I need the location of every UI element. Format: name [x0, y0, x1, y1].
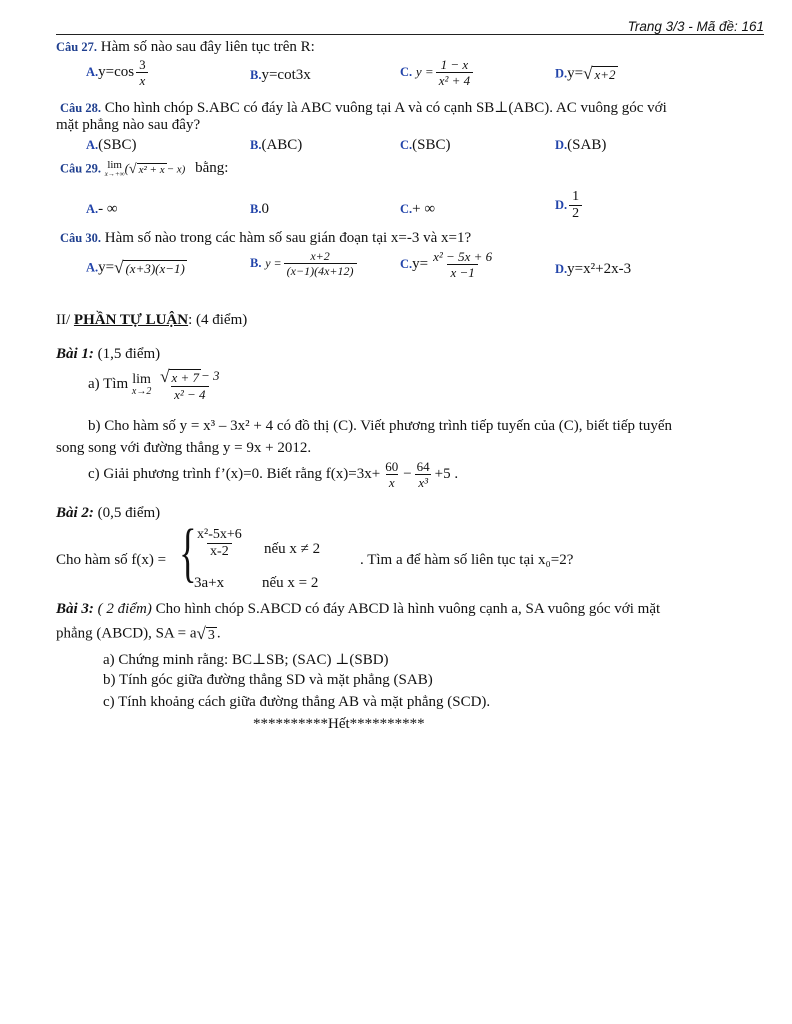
square-root: √ x+2: [583, 64, 616, 83]
option-text: y =: [415, 64, 434, 80]
line2-prefix: phẳng (ABCD), SA = a: [56, 625, 197, 642]
denominator: x-2: [207, 543, 232, 560]
exercise-title: Bài 1:: [56, 346, 94, 362]
option-label: B.: [250, 138, 262, 152]
exercise-points: (0,5 điểm): [97, 505, 161, 521]
option-30-b: [250, 250, 359, 277]
question-30: [60, 230, 471, 247]
option-text: y =: [265, 256, 282, 271]
option-label: A.: [86, 138, 99, 152]
option-28-a: [86, 137, 137, 154]
case-1-fraction: [192, 528, 247, 559]
square-root: √ x² + x: [128, 161, 165, 177]
fraction: [136, 58, 149, 87]
option-text: y=x²+2x-3: [567, 261, 632, 277]
fraction-60-x: [382, 460, 401, 489]
exercise-points: ( 2 điểm): [97, 601, 152, 617]
option-label: C.: [400, 65, 413, 80]
option-30-a: [86, 258, 187, 278]
fraction: [436, 58, 473, 87]
option-text: (SBC): [98, 137, 137, 153]
fraction: [569, 190, 582, 221]
square-root: √ (x+3)(x−1): [114, 258, 185, 277]
limit-word: lim: [132, 371, 151, 387]
option-29-b: [250, 201, 269, 218]
question-number: Câu 27.: [56, 40, 97, 54]
bai-3-a: a) Chứng minh rằng: BC⊥SB; (SAC) ⊥(SBD): [103, 652, 389, 668]
question-text-line1: Cho hình chóp S.ABC có đáy là ABC vuông tại A và có cạnh SB⊥(ABC). AC vuông góc với: [104, 100, 667, 116]
question-number: Câu 29.: [60, 161, 101, 176]
numerator: x+2: [310, 249, 330, 263]
bai-1-b-line1: b) Cho hàm số y = x³ – 3x² + 4 có đồ thị (C). Viết phương trình tiếp tuyến của (C), biết tiếp tuyến: [88, 418, 673, 434]
option-label: B.: [250, 256, 262, 271]
limit: [132, 373, 151, 397]
bai-2-question: . Tìm a để hàm số liên tục tại x₀=2?: [360, 552, 574, 568]
numerator: 3: [139, 57, 146, 72]
fraction: [194, 528, 245, 559]
option-30-d: [555, 261, 631, 278]
option-text: + ∞: [412, 201, 436, 217]
limit: [105, 160, 125, 178]
option-27-a: [86, 58, 151, 87]
end-marker: **********Hết**********: [253, 716, 425, 732]
option-label: B.: [250, 202, 262, 216]
square-root: √ x + 7: [160, 367, 199, 386]
question-suffix: bằng:: [195, 160, 229, 177]
option-27-d: [555, 64, 618, 84]
denominator: x² + 4: [436, 72, 473, 88]
bai-2-function-prefix: Cho hàm số f(x) =: [56, 552, 167, 568]
denominator: (x−1)(4x+12): [284, 263, 357, 278]
bai-3-line2: [56, 624, 221, 644]
bai-1-c: [88, 460, 458, 489]
numerator: 1 − x: [440, 57, 469, 72]
option-28-c: [400, 137, 451, 154]
option-label: C.: [400, 202, 413, 216]
numerator-tail: − 3: [200, 367, 220, 383]
part-2-heading: [56, 312, 247, 329]
option-text: - ∞: [98, 201, 118, 217]
option-28-b: [250, 137, 302, 154]
denominator: x³: [415, 474, 431, 490]
expression-tail: − x): [166, 163, 186, 176]
numerator: x²-5x+6: [197, 527, 242, 542]
option-label: D.: [555, 66, 568, 81]
question-28: [56, 98, 667, 117]
part-suffix: : (4 điểm): [188, 312, 248, 328]
fraction: [157, 368, 222, 401]
option-text: y=cos: [98, 64, 135, 81]
radicand: x² + x: [138, 163, 165, 176]
exercise-title: Bài 3:: [56, 601, 94, 617]
radicand: x + 7: [171, 370, 199, 385]
bai-3-line1: [56, 601, 660, 618]
option-label: C.: [400, 138, 413, 152]
question-27: [56, 39, 315, 56]
numerator: 64: [416, 459, 430, 474]
part-c-prefix: c) Giải phương trình f’(x)=0. Biết rằng f(x)=3x+: [88, 466, 381, 483]
part-c-tail: +5 .: [434, 466, 459, 483]
part-title: PHẦN TỰ LUẬN: [73, 312, 189, 328]
question-text: Hàm số nào sau đây liên tục trên R:: [100, 39, 315, 55]
option-27-b: [250, 67, 311, 84]
limit-subscript: x→+∞: [104, 170, 125, 178]
option-29-d: [555, 190, 584, 221]
exercise-text: Cho hình chóp S.ABCD có đáy ABCD là hình vuông cạnh a, SA vuông góc với mặt: [155, 601, 661, 617]
denominator: x: [386, 474, 398, 490]
radicand: 3: [207, 628, 215, 643]
option-27-c: [400, 58, 475, 87]
option-label: A.: [86, 65, 99, 80]
radicand: x+2: [594, 67, 616, 82]
case-2-expression: 3a+x: [194, 575, 225, 591]
case-1-condition: nếu x ≠ 2: [264, 541, 321, 557]
bai-3-c: c) Tính khoảng cách giữa đường thẳng AB và mặt phẳng (SCD).: [103, 694, 491, 710]
option-29-a: [86, 201, 118, 218]
question-28-line2: mặt phẳng nào sau đây?: [56, 117, 201, 133]
bai-3-b: b) Tính góc giữa đường thẳng SD và mặt phẳng (SAB): [103, 672, 433, 688]
option-text: y=: [98, 259, 115, 276]
option-text: y=cot3x: [261, 67, 311, 83]
option-29-c: [400, 201, 435, 218]
option-text: (SAB): [567, 137, 607, 153]
minus-sign: −: [403, 466, 412, 483]
denominator: x² − 4: [171, 386, 208, 402]
exercise-title: Bài 2:: [56, 505, 94, 521]
fraction-64-x3: [414, 460, 433, 489]
denominator: x −1: [447, 264, 477, 280]
fraction: [430, 250, 495, 279]
exercise-points: (1,5 điểm): [97, 346, 161, 362]
option-30-c: [400, 250, 497, 279]
fraction: [284, 250, 357, 277]
option-label: A.: [86, 202, 99, 216]
radicand: (x+3)(x−1): [125, 261, 185, 276]
option-text: (ABC): [261, 137, 303, 153]
option-label: C.: [400, 257, 413, 272]
bai-1-heading: [56, 346, 160, 363]
square-root: √ 3: [196, 624, 215, 643]
option-label: D.: [555, 198, 568, 213]
bai-2-heading: [56, 505, 160, 522]
question-number: Câu 30.: [60, 231, 101, 245]
option-text: 0: [261, 201, 269, 217]
question-number: Câu 28.: [60, 101, 101, 115]
limit-subscript: x→2: [131, 385, 152, 397]
case-2-condition: nếu x = 2: [262, 575, 319, 591]
option-label: D.: [555, 262, 568, 276]
line2-suffix: .: [216, 625, 221, 642]
option-text: y=: [567, 65, 584, 82]
question-29: Câu 29. lim x→+∞ (√ x² + x − x) bằng:: [60, 159, 229, 178]
numerator: 1: [572, 189, 580, 204]
option-label: D.: [555, 138, 568, 152]
option-text: (SBC): [412, 137, 451, 153]
option-28-d: [555, 137, 606, 154]
option-text: y=: [412, 256, 429, 273]
limit-word: lim: [107, 159, 122, 171]
page-header-text: Trang 3/3 - Mã đề: 161: [627, 19, 764, 34]
brace: {: [179, 516, 197, 589]
numerator: x² − 5x + 6: [433, 249, 493, 264]
bai-1-a: [88, 368, 225, 401]
option-label: B.: [250, 68, 262, 82]
numerator: [157, 368, 222, 386]
part-prefix: II/: [56, 312, 71, 328]
bai-1-b-line2: song song với đường thẳng y = 9x + 2012.: [56, 440, 312, 456]
numerator: 60: [385, 459, 399, 474]
part-a-prefix: a) Tìm: [88, 376, 129, 393]
question-text: Hàm số nào trong các hàm số sau gián đoạn tại x=-3 và x=1?: [104, 230, 472, 246]
denominator: 2: [569, 205, 582, 222]
page-header: [56, 10, 764, 35]
denominator: x: [136, 72, 148, 88]
option-label: A.: [86, 260, 99, 275]
